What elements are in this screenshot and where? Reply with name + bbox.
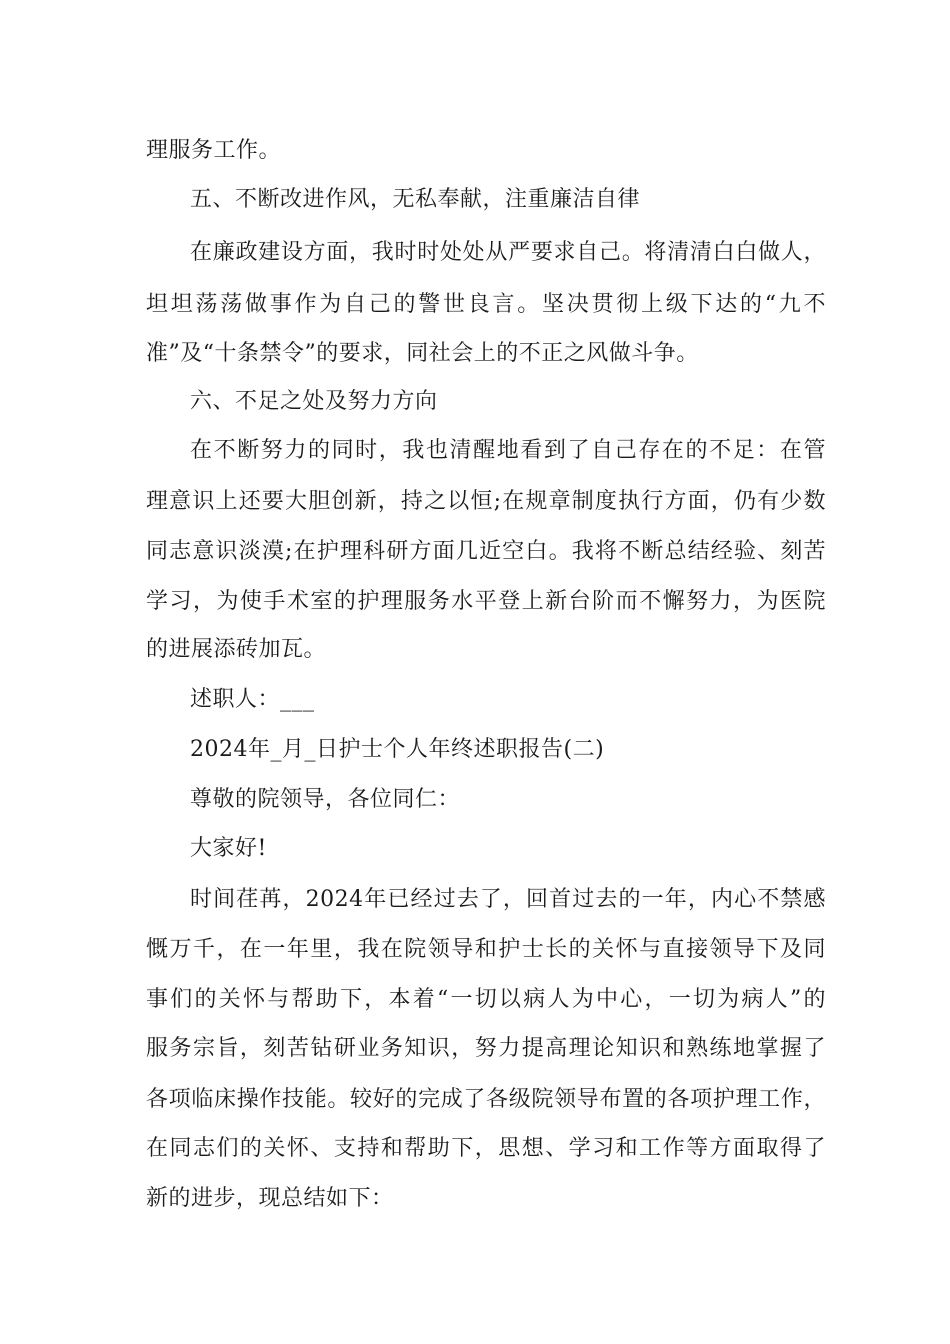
- report-title: 2024年_月_日护士个人年终述职报告(二): [190, 737, 605, 762]
- paragraph-line: 服务宗旨，刻苦钻研业务知识，努力提高理论知识和熟练地掌握了: [146, 1036, 826, 1061]
- paragraph-line: 事们的关怀与帮助下，本着“一切以病人为中心，一切为病人”的: [146, 987, 826, 1012]
- greeting: 大家好!: [190, 836, 267, 861]
- paragraph-line: 时间荏苒，2024年已经过去了，回首过去的一年，内心不禁感: [190, 887, 826, 912]
- section-heading: 六、不足之处及努力方向: [190, 389, 438, 414]
- paragraph-line: 在同志们的关怀、支持和帮助下，思想、学习和工作等方面取得了: [146, 1136, 826, 1161]
- paragraph-line: 在廉政建设方面，我时时处处从严要求自己。将清清白白做人，: [190, 240, 826, 265]
- paragraph-line: 理服务工作。: [146, 138, 282, 163]
- paragraph-line: 学习，为使手术室的护理服务水平登上新台阶而不懈努力，为医院: [146, 589, 826, 614]
- paragraph-line: 慨万千，在一年里，我在院领导和护士长的关怀与直接领导下及同: [146, 937, 826, 962]
- paragraph-line: 同志意识淡漠;在护理科研方面几近空白。我将不断总结经验、刻苦: [146, 539, 826, 564]
- section-heading: 五、不断改进作风，无私奉献，注重廉洁自律: [190, 187, 641, 212]
- paragraph-line: 坦坦荡荡做事作为自己的警世良言。坚决贯彻上级下达的“九不: [146, 292, 826, 317]
- signature-line: 述职人：___: [190, 687, 315, 712]
- paragraph-line: 新的进步，现总结如下：: [146, 1186, 394, 1211]
- paragraph-line: 理意识上还要大胆创新，持之以恒;在规章制度执行方面，仍有少数: [146, 489, 826, 514]
- paragraph-line: 各项临床操作技能。较好的完成了各级院领导布置的各项护理工作，: [146, 1087, 826, 1112]
- paragraph-line: 在不断努力的同时，我也清醒地看到了自己存在的不足：在管: [190, 438, 826, 463]
- salutation: 尊敬的院领导，各位同仁：: [190, 787, 461, 812]
- paragraph-line: 准”及“十条禁令”的要求，同社会上的不正之风做斗争。: [146, 341, 699, 366]
- paragraph-line: 的进展添砖加瓦。: [146, 637, 327, 662]
